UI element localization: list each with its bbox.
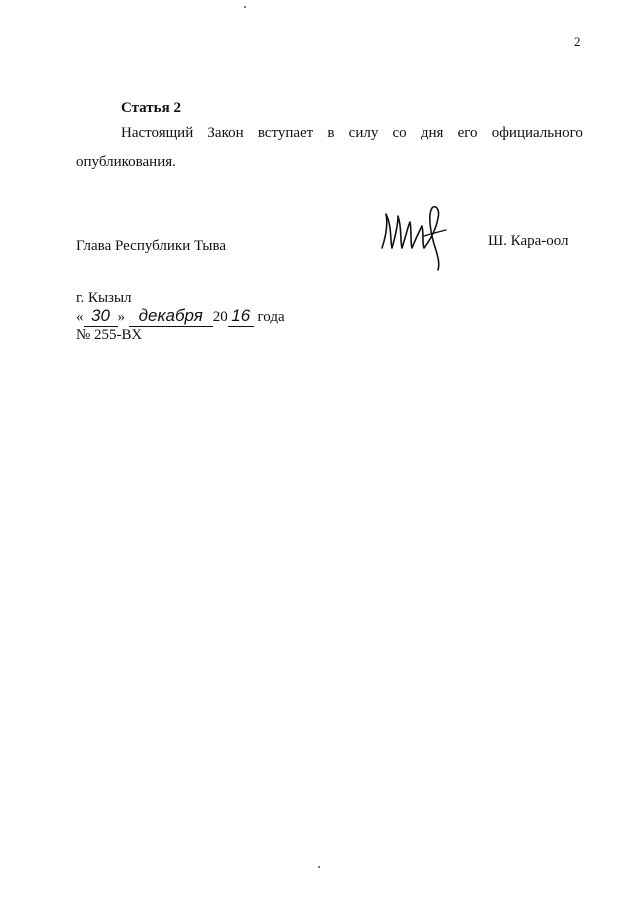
date-year-suffix: 16 <box>228 306 254 327</box>
quote-open: « <box>76 309 84 325</box>
article-text-line-1 <box>121 125 583 142</box>
scan-speck <box>318 866 320 868</box>
law-number: № 255-ВХ <box>76 327 143 343</box>
date-day: 30 <box>84 306 118 327</box>
signatory-title: Глава Республики Тыва <box>76 238 227 254</box>
word: Настоящий <box>121 125 194 141</box>
scan-speck <box>244 6 246 8</box>
signatory-name: Ш. Кара-оол <box>488 233 569 249</box>
word: со <box>392 125 407 141</box>
article-heading: Статья 2 <box>121 100 181 116</box>
city: г. Кызыл <box>76 290 132 306</box>
date-suffix: года <box>257 309 285 325</box>
word: официального <box>491 125 583 141</box>
date-year-prefix: 20 <box>212 309 228 325</box>
article-text-line-2: опубликования. <box>76 154 176 170</box>
word: Закон <box>207 125 244 141</box>
word: вступает <box>257 125 314 141</box>
handwritten-signature <box>372 196 452 271</box>
date-month: декабря <box>129 306 213 327</box>
word: дня <box>420 125 444 141</box>
quote-close: » <box>117 309 125 325</box>
word: силу <box>348 125 379 141</box>
word: в <box>327 125 335 141</box>
page-number: 2 <box>574 34 581 49</box>
signing-date <box>76 306 285 327</box>
word: его <box>457 125 478 141</box>
